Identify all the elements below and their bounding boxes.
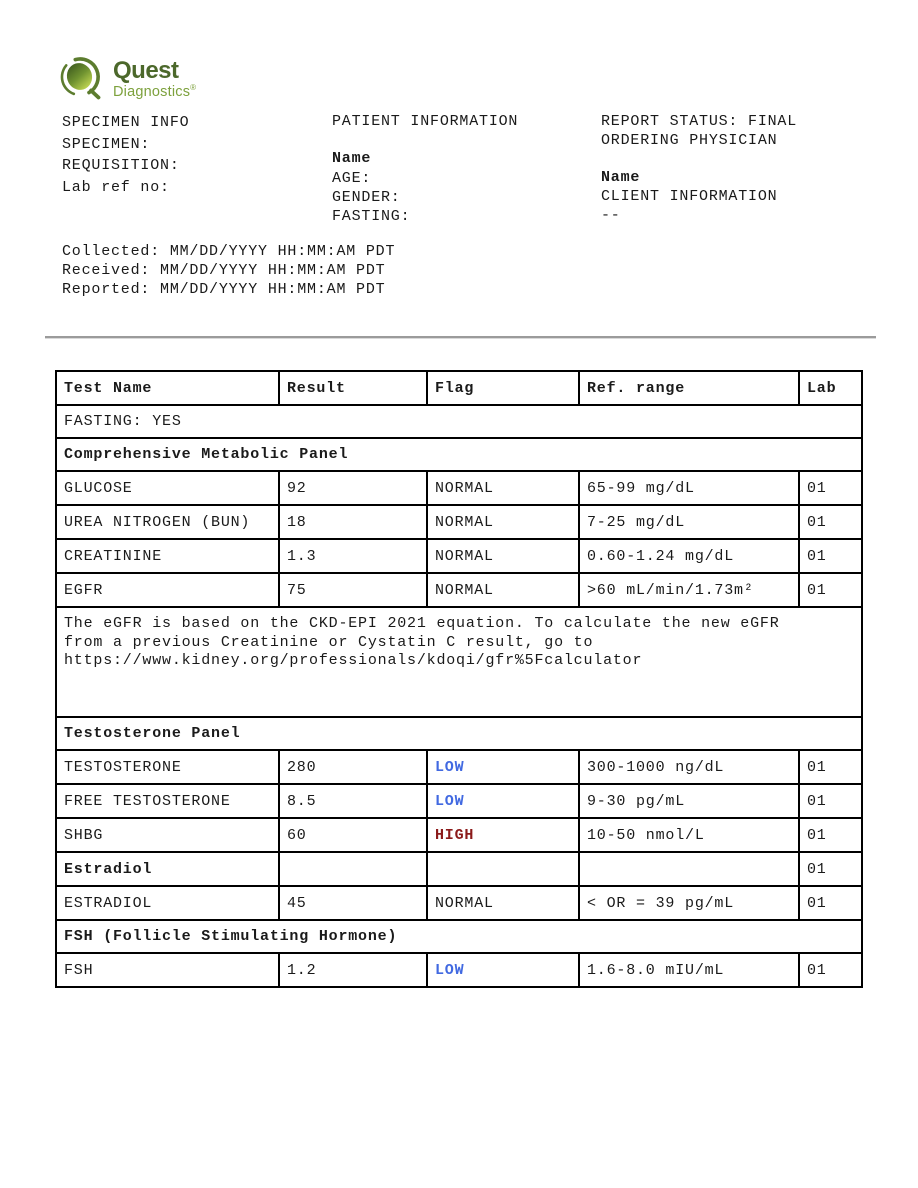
- panel-section-title: Testosterone Panel: [56, 717, 862, 750]
- table-header-row: [56, 371, 862, 405]
- result-cell: [279, 852, 427, 886]
- flag-cell: NORMAL: [427, 505, 579, 539]
- result-row: [56, 953, 862, 987]
- lab-cell: 01: [799, 953, 862, 987]
- flag-cell: NORMAL: [427, 539, 579, 573]
- lab-cell: 01: [799, 852, 862, 886]
- result-row: [56, 818, 862, 852]
- client-information-line: CLIENT INFORMATION: [601, 187, 778, 205]
- result-cell: 60: [279, 818, 427, 852]
- timestamps-block: [62, 242, 395, 299]
- test-name-cell: FREE TESTOSTERONE: [56, 784, 279, 818]
- test-name-cell: ESTRADIOL: [56, 886, 279, 920]
- result-cell: 280: [279, 750, 427, 784]
- result-row: [56, 471, 862, 505]
- result-row: [56, 750, 862, 784]
- test-name-cell: FSH: [56, 953, 279, 987]
- egfr-note-text: The eGFR is based on the CKD-EPI 2021 equation. To calculate the new eGFR from a previous Creatinine or Cystatin C result, go to https://www.kidney.org/professionals/kdoqi/gfr%5Fcalculator: [56, 607, 862, 717]
- lab-cell: 01: [799, 505, 862, 539]
- ref-range-cell: < OR = 39 pg/mL: [579, 886, 799, 920]
- lab-cell: 01: [799, 573, 862, 607]
- result-cell: 1.2: [279, 953, 427, 987]
- test-name-cell: Estradiol: [56, 852, 279, 886]
- result-row: [56, 573, 862, 607]
- test-name-cell: EGFR: [56, 573, 279, 607]
- panel-section-title: FSH (Follicle Stimulating Hormone): [56, 920, 862, 953]
- ordering-physician-line: ORDERING PHYSICIAN: [601, 132, 778, 150]
- ref-range-cell: 0.60-1.24 mg/dL: [579, 539, 799, 573]
- ref-range-cell: 7-25 mg/dL: [579, 505, 799, 539]
- flag-cell: HIGH: [427, 818, 579, 852]
- ref-range-cell: [579, 852, 799, 886]
- physician-name-label: Name: [601, 168, 641, 186]
- quest-diagnostics-logo: [57, 52, 196, 106]
- test-name-cell: CREATININE: [56, 539, 279, 573]
- result-row: [56, 784, 862, 818]
- flag-cell: NORMAL: [427, 471, 579, 505]
- lab-cell: 01: [799, 539, 862, 573]
- specimen-label: SPECIMEN:: [62, 135, 151, 153]
- ref-range-cell: 9-30 pg/mL: [579, 784, 799, 818]
- test-name-cell: GLUCOSE: [56, 471, 279, 505]
- logo-brand-text: Quest: [113, 56, 179, 84]
- result-cell: 1.3: [279, 539, 427, 573]
- column-header-lab: Lab: [799, 371, 862, 405]
- fasting-label: FASTING:: [332, 208, 411, 226]
- panel-section-row: [56, 920, 862, 953]
- column-header-ref-range: Ref. range: [579, 371, 799, 405]
- quest-logo-icon: [57, 52, 105, 106]
- collected-line: Collected: MM/DD/YYYY HH:MM:AM PDT: [62, 243, 396, 260]
- panel-section-row: [56, 717, 862, 750]
- patient-info-column: [332, 112, 518, 226]
- registered-mark: ®: [190, 82, 197, 92]
- received-line: Received: MM/DD/YYYY HH:MM:AM PDT: [62, 262, 386, 279]
- column-header-test-name: Test Name: [56, 371, 279, 405]
- result-row: [56, 886, 862, 920]
- test-name-cell: UREA NITROGEN (BUN): [56, 505, 279, 539]
- patient-info-title: PATIENT INFORMATION: [332, 113, 519, 130]
- flag-cell: NORMAL: [427, 573, 579, 607]
- lab-cell: 01: [799, 886, 862, 920]
- lab-cell: 01: [799, 818, 862, 852]
- ref-range-cell: 300-1000 ng/dL: [579, 750, 799, 784]
- report-status-column: [601, 112, 797, 225]
- result-row: [56, 505, 862, 539]
- specimen-info-column: [62, 112, 189, 198]
- subsection-row: [56, 852, 862, 886]
- results-table-body: [56, 405, 862, 987]
- ref-range-cell: 10-50 nmol/L: [579, 818, 799, 852]
- lab-cell: 01: [799, 750, 862, 784]
- flag-cell: NORMAL: [427, 886, 579, 920]
- ref-range-cell: >60 mL/min/1.73m²: [579, 573, 799, 607]
- note-row: [56, 607, 862, 717]
- result-cell: 92: [279, 471, 427, 505]
- panel-section-row: [56, 438, 862, 471]
- patient-name-label: Name: [332, 150, 372, 168]
- flag-cell: LOW: [427, 750, 579, 784]
- column-header-result: Result: [279, 371, 427, 405]
- report-status-line: REPORT STATUS: FINAL: [601, 113, 798, 130]
- result-row: [56, 539, 862, 573]
- flag-cell: [427, 852, 579, 886]
- client-info-placeholder: --: [601, 207, 621, 225]
- age-label: AGE:: [332, 169, 372, 187]
- ref-range-cell: 65-99 mg/dL: [579, 471, 799, 505]
- result-cell: 75: [279, 573, 427, 607]
- lab-cell: 01: [799, 471, 862, 505]
- flag-cell: LOW: [427, 784, 579, 818]
- specimen-info-title: SPECIMEN INFO: [62, 114, 190, 131]
- flag-cell: LOW: [427, 953, 579, 987]
- test-name-cell: TESTOSTERONE: [56, 750, 279, 784]
- requisition-label: REQUISITION:: [62, 157, 180, 174]
- results-table: [55, 370, 863, 988]
- logo-subbrand-text: Diagnostics®: [113, 82, 197, 100]
- ref-range-cell: 1.6-8.0 mIU/mL: [579, 953, 799, 987]
- gender-label: GENDER:: [332, 188, 401, 206]
- result-cell: 18: [279, 505, 427, 539]
- header-info-block: [0, 112, 918, 232]
- section-divider: [45, 336, 876, 339]
- result-cell: 8.5: [279, 784, 427, 818]
- reported-line: Reported: MM/DD/YYYY HH:MM:AM PDT: [62, 281, 386, 298]
- lab-cell: 01: [799, 784, 862, 818]
- fasting-status-row: [56, 405, 862, 438]
- fasting-status-text: FASTING: YES: [56, 405, 862, 438]
- result-cell: 45: [279, 886, 427, 920]
- panel-section-title: Comprehensive Metabolic Panel: [56, 438, 862, 471]
- lab-ref-label: Lab ref no:: [62, 178, 170, 196]
- column-header-flag: Flag: [427, 371, 579, 405]
- test-name-cell: SHBG: [56, 818, 279, 852]
